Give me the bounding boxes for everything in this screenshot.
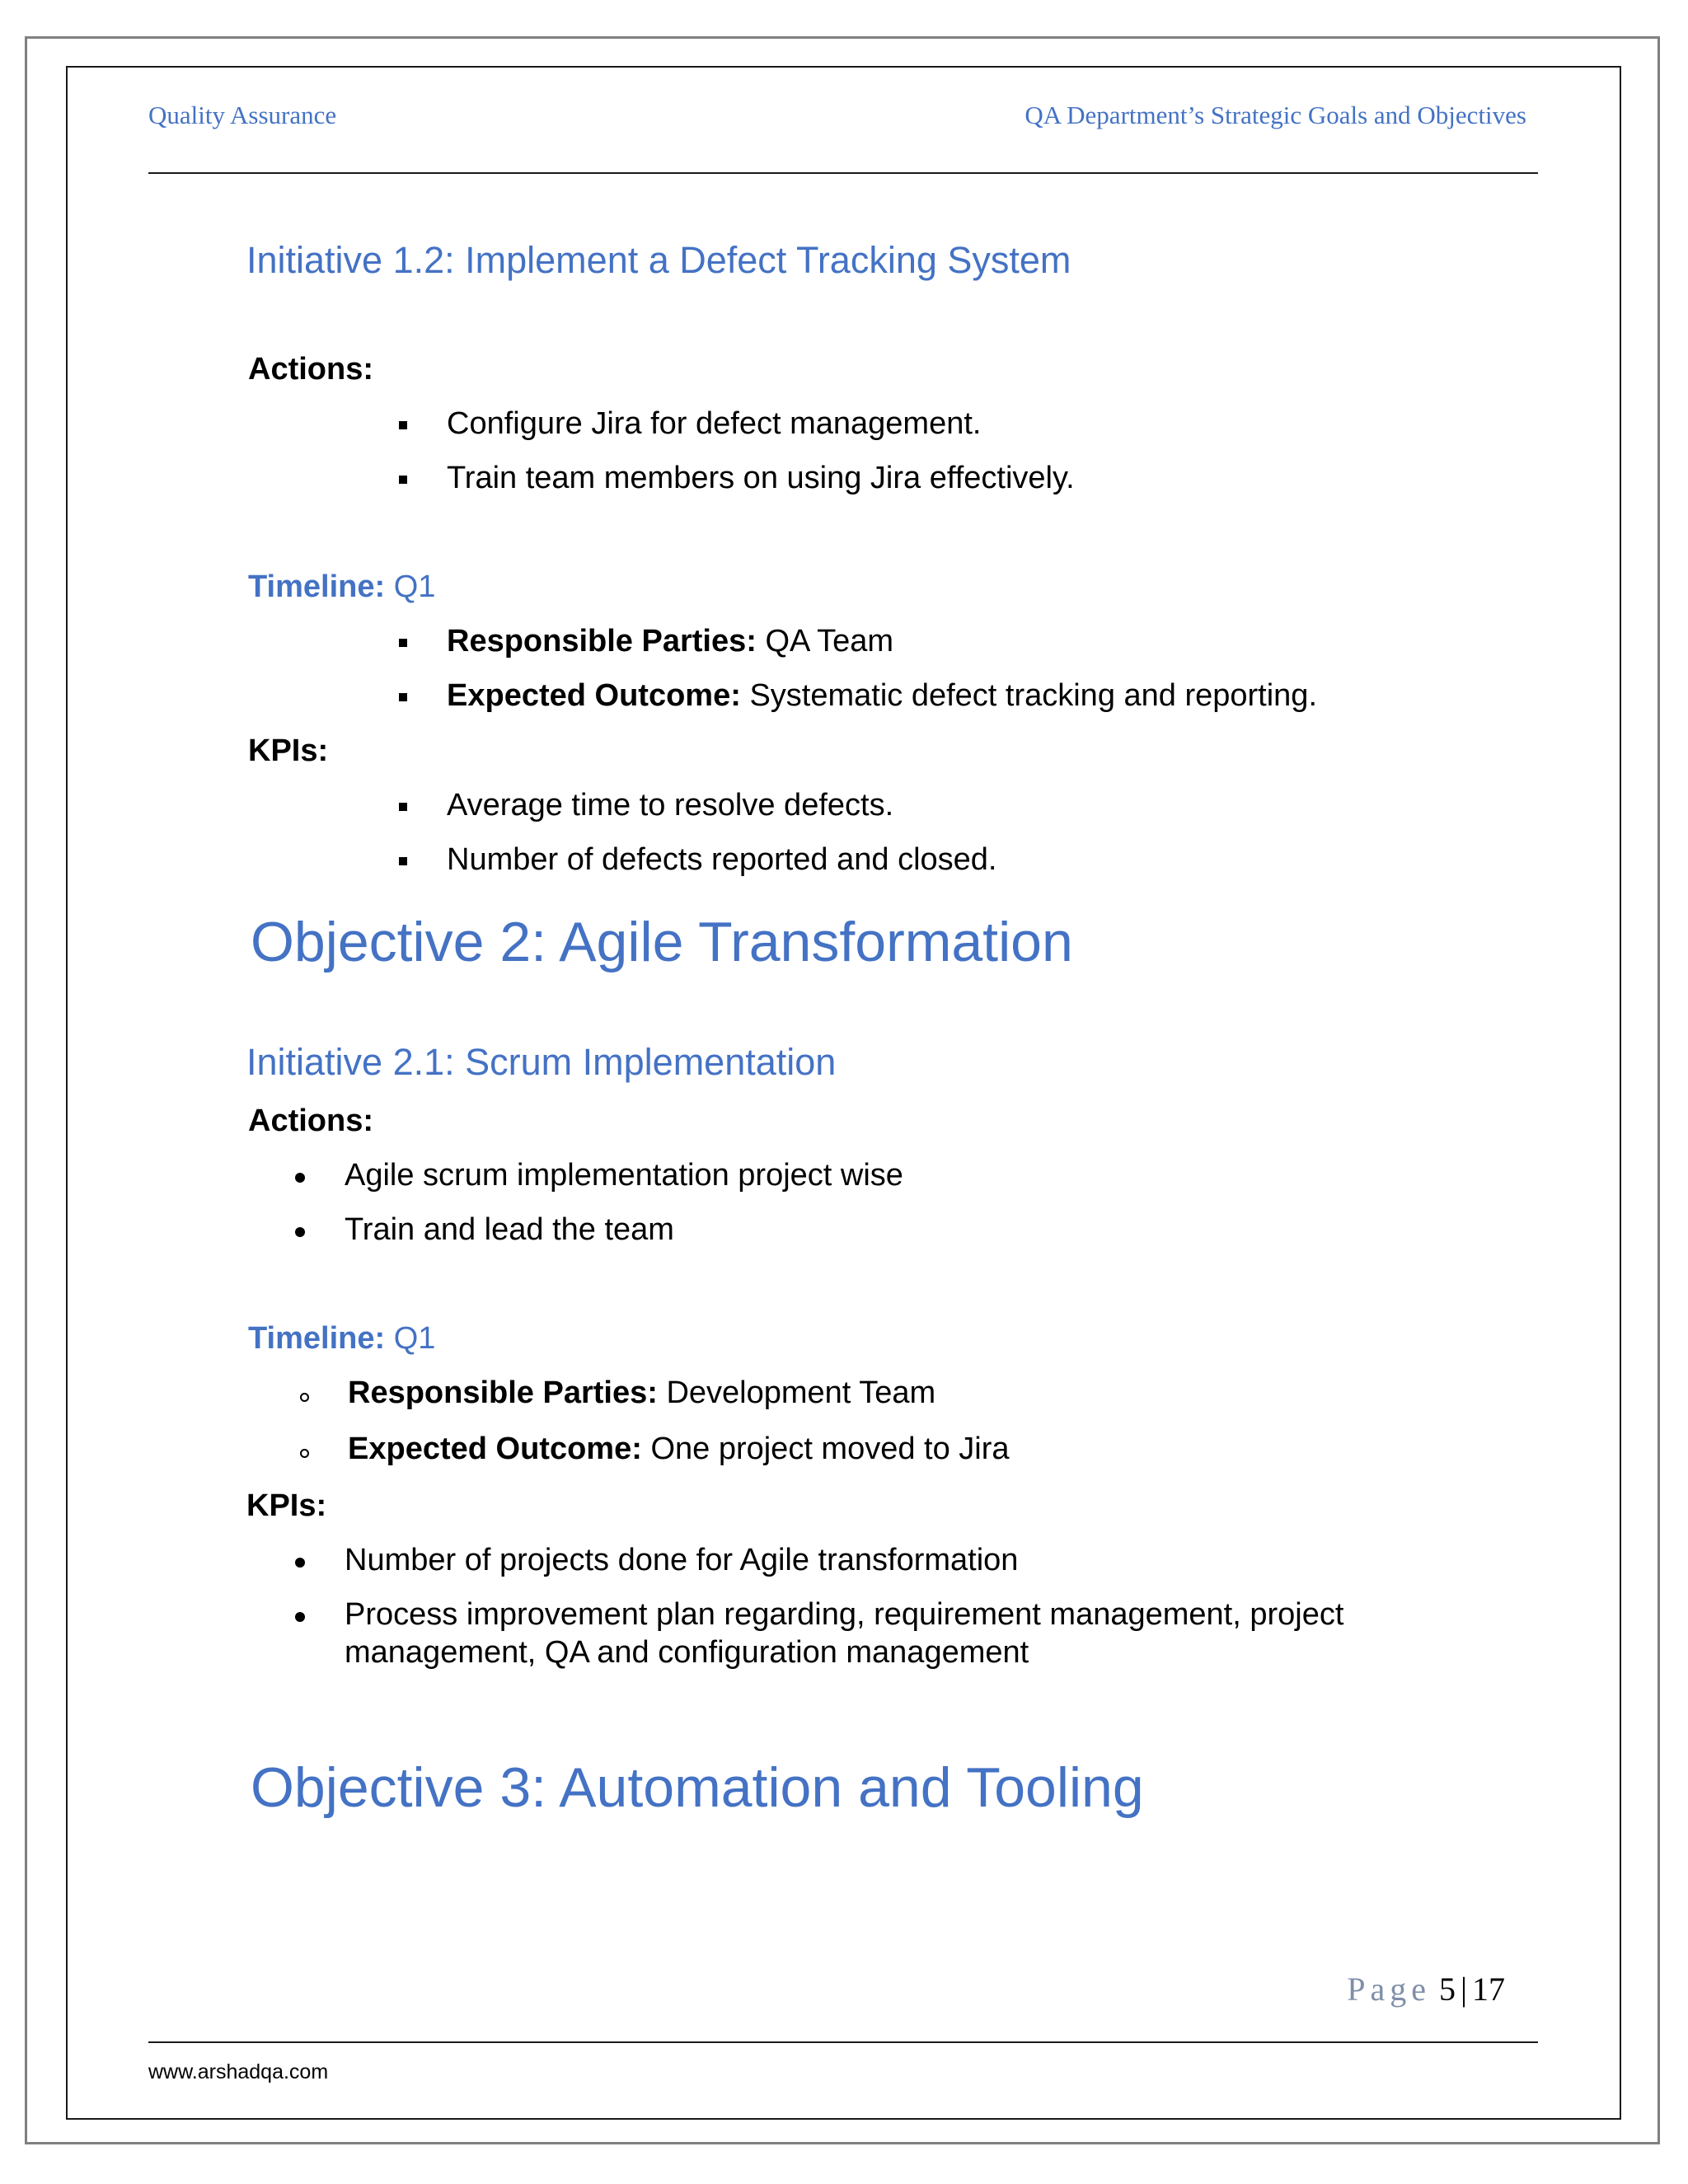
- initiative-2-1-kpis-label: KPIs:: [246, 1488, 327, 1523]
- initiative-2-1-action-2: Train and lead the team: [345, 1212, 674, 1247]
- objective-3-heading: Objective 3: Automation and Tooling: [251, 1756, 1144, 1819]
- outcome-value: Systematic defect tracking and reporting.: [749, 678, 1318, 713]
- responsible-value: Development Team: [666, 1376, 936, 1410]
- initiative-1-2-responsible: [447, 622, 893, 660]
- outcome-label: Expected Outcome:: [447, 678, 741, 713]
- footer-website: www.arshadqa.com: [148, 2060, 329, 2083]
- initiative-2-1-kpi-2-continued: management, QA and configuration management: [345, 1635, 1029, 1670]
- initiative-1-2-actions-label: Actions:: [248, 352, 373, 387]
- footer-divider: [148, 2041, 1538, 2043]
- square-bullet-icon: [399, 693, 407, 701]
- initiative-2-1-actions-label: Actions:: [248, 1104, 373, 1138]
- initiative-1-2-action-2: Train team members on using Jira effectively.: [447, 461, 1075, 495]
- initiative-2-1-timeline: [248, 1319, 435, 1357]
- circle-bullet-icon: [300, 1393, 309, 1402]
- initiative-1-2-kpi-1: Average time to resolve defects.: [447, 788, 894, 823]
- initiative-1-2-timeline: [248, 568, 435, 606]
- initiative-1-2-heading: Initiative 1.2: Implement a Defect Tracking System: [246, 239, 1071, 281]
- responsible-label: Responsible Parties:: [447, 624, 757, 658]
- square-bullet-icon: [399, 421, 407, 429]
- page-current: 5: [1438, 1971, 1456, 2008]
- timeline-value: Q1: [393, 1321, 436, 1356]
- round-bullet-icon: [295, 1173, 305, 1183]
- square-bullet-icon: [399, 476, 407, 484]
- outcome-label: Expected Outcome:: [348, 1432, 642, 1466]
- initiative-1-2-action-1: Configure Jira for defect management.: [447, 406, 982, 441]
- round-bullet-icon: [295, 1558, 305, 1568]
- page-separator: |: [1460, 1971, 1467, 2008]
- initiative-2-1-kpi-2: Process improvement plan regarding, requirement management, project: [345, 1597, 1344, 1632]
- circle-bullet-icon: [300, 1449, 309, 1458]
- outcome-value: One project moved to Jira: [650, 1432, 1010, 1466]
- header-right-title: QA Department’s Strategic Goals and Objectives: [1025, 101, 1526, 129]
- header-left-title: Quality Assurance: [148, 101, 337, 129]
- initiative-2-1-kpi-1: Number of projects done for Agile transformation: [345, 1543, 1019, 1577]
- page-word: Page: [1347, 1971, 1431, 2008]
- initiative-1-2-kpi-2: Number of defects reported and closed.: [447, 842, 997, 877]
- round-bullet-icon: [295, 1612, 305, 1622]
- initiative-2-1-heading: Initiative 2.1: Scrum Implementation: [246, 1041, 837, 1083]
- responsible-label: Responsible Parties:: [348, 1376, 658, 1410]
- square-bullet-icon: [399, 803, 407, 811]
- timeline-value: Q1: [393, 569, 436, 604]
- initiative-2-1-action-1: Agile scrum implementation project wise: [345, 1158, 903, 1193]
- square-bullet-icon: [399, 857, 407, 865]
- initiative-2-1-responsible: [348, 1374, 935, 1412]
- page-number: [1347, 1970, 1505, 2008]
- initiative-1-2-kpis-label: KPIs:: [248, 733, 329, 768]
- square-bullet-icon: [399, 639, 407, 647]
- timeline-label: Timeline:: [248, 569, 386, 604]
- timeline-label: Timeline:: [248, 1321, 386, 1356]
- round-bullet-icon: [295, 1227, 305, 1237]
- initiative-2-1-outcome: [348, 1430, 1010, 1468]
- responsible-value: QA Team: [765, 624, 894, 658]
- page-total: 17: [1472, 1971, 1505, 2008]
- objective-2-heading: Objective 2: Agile Transformation: [251, 911, 1073, 973]
- initiative-1-2-outcome: [447, 677, 1317, 715]
